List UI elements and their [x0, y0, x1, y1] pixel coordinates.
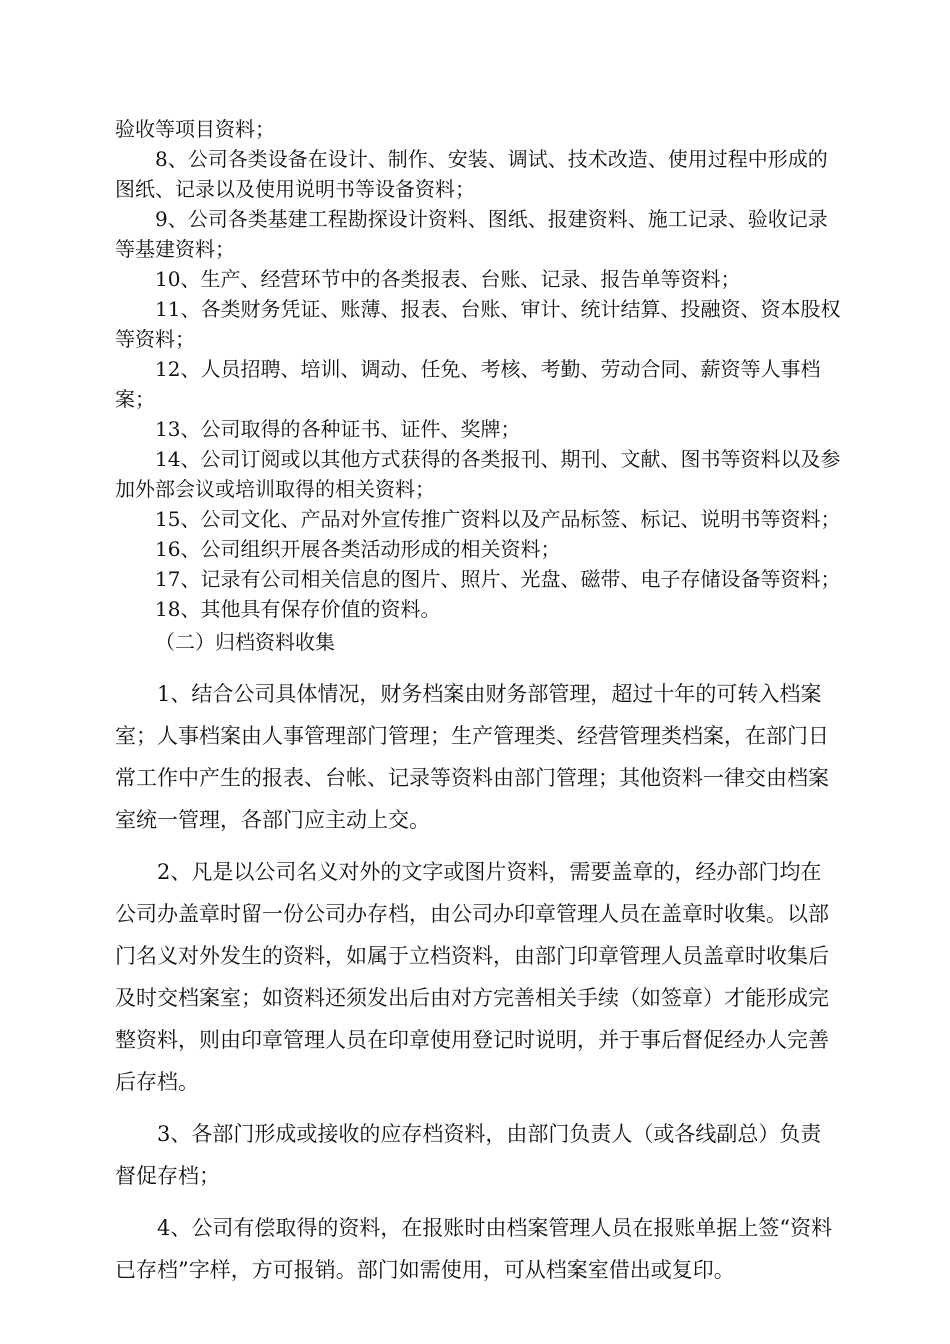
list-item-15: 15、公司文化、产品对外宣传推广资料以及产品标签、标记、说明书等资料；: [155, 507, 841, 531]
list-item-8: 8、公司各类设备在设计、制作、安装、调试、技术改造、使用过程中形成的图纸、记录以及使用说明书等设备资料；: [115, 147, 828, 201]
document-body: [115, 114, 841, 1301]
rule-paragraph-4: 4、公司有偿取得的资料，在报账时由档案管理人员在报账单据上签“资料已存档”字样，方可报销。部门如需使用，可从档案室借出或复印。: [115, 1216, 833, 1282]
collection-rules: [115, 673, 841, 1291]
list-item-9: 9、公司各类基建工程勘探设计资料、图纸、报建资料、施工记录、验收记录等基建资料；: [115, 207, 828, 261]
list-item-18: 18、其他具有保存价值的资料。: [155, 597, 441, 621]
list-item-13: 13、公司取得的各种证书、证件、奖牌；: [155, 417, 521, 441]
list-item-11: 11、各类财务凭证、账薄、报表、台账、审计、统计结算、投融资、资本股权等资料；: [115, 297, 841, 351]
list-item-17: 17、记录有公司相关信息的图片、照片、光盘、磁带、电子存储设备等资料；: [155, 567, 841, 591]
rule-paragraph-2: 2、凡是以公司名义对外的文字或图片资料，需要盖章的，经办部门均在公司办盖章时留一份公司办存档，由公司办印章管理人员在盖章时收集。以部门名义对外发生的资料，如属于立档资料，由部门印章管理人员盖章时收集后及时交档案室；如资料还须发出后由对方完善相关手续（如签章）才能形成完整资料，则由印章管理人员在印章使用登记时说明，并于事后督促经办人完善后存档。: [115, 860, 829, 1094]
list-item-continuation: 验收等项目资料；: [115, 117, 275, 141]
list-item-12: 12、人员招聘、培训、调动、任免、考核、考勤、劳动合同、薪资等人事档案；: [115, 357, 821, 411]
section-heading: （二）归档资料收集: [155, 630, 335, 654]
rule-paragraph-3: 3、各部门形成或接收的应存档资料，由部门负责人（或各线副总）负责督促存档；: [115, 1122, 822, 1188]
list-item-14: 14、公司订阅或以其他方式获得的各类报刊、期刊、文献、图书等资料以及参加外部会议或培训取得的相关资料；: [115, 447, 841, 501]
archive-scope-list: [115, 114, 841, 624]
rule-paragraph-1: 1、结合公司具体情况，财务档案由财务部管理，超过十年的可转入档案室；人事档案由人事管理部门管理；生产管理类、经营管理类档案，在部门日常工作中产生的报表、台帐、记录等资料由部门管理；其他资料一律交由档案室统一管理，各部门应主动上交。: [115, 682, 829, 832]
list-item-10: 10、生产、经营环节中的各类报表、台账、记录、报告单等资料；: [155, 267, 741, 291]
list-item-16: 16、公司组织开展各类活动形成的相关资料；: [155, 537, 561, 561]
